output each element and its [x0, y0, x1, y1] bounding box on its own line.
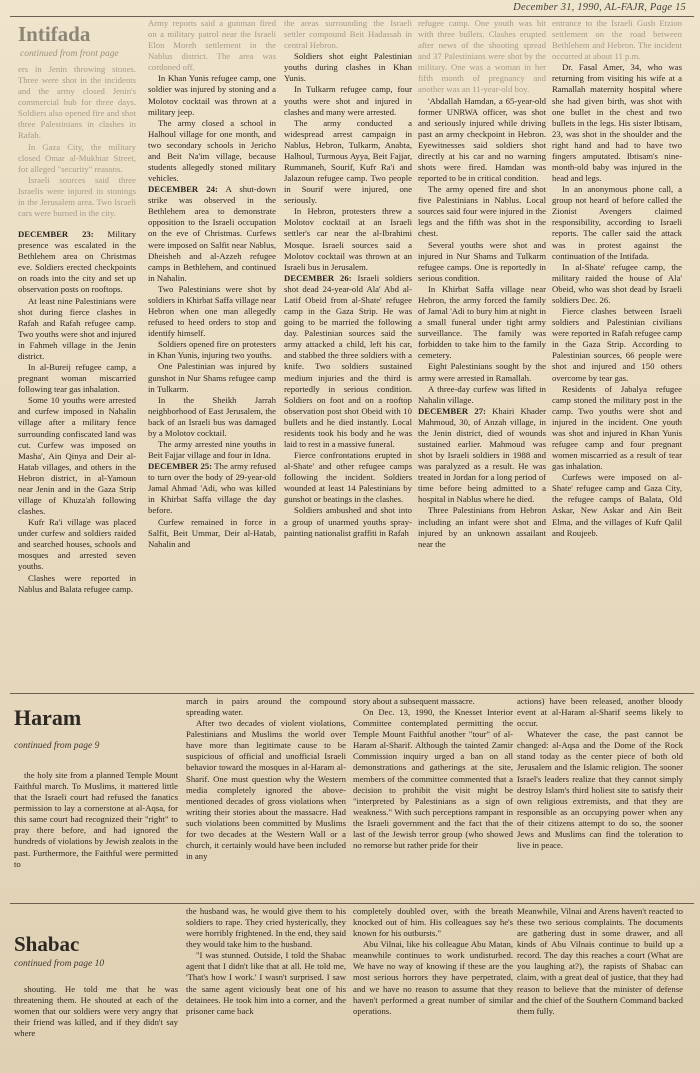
paragraph [148, 18, 276, 73]
paragraph-text: the holy site from a planned Temple Mount Faithful march. To Muslims, it mattered little that the Israeli court had refused the fanatics permission to lay a cornerstone at al-Aqsa, for this same court had recognized their "right" to pray there before, and had ignored the hundreds of violations by Jewish zealots in the past. Furthermore, the Faithful were permitted to [14, 770, 178, 869]
date-label: DECEMBER 24: [148, 184, 218, 195]
dateline: December 31, 1990, AL-FAJR, Page 15 [513, 2, 686, 13]
haram-column-1 [14, 770, 178, 896]
paragraph [284, 84, 412, 117]
paragraph [284, 505, 412, 538]
paragraph-text: In Tulkarm refugee camp, four youths were shot and injured in clashes and many were arrested. [284, 84, 412, 117]
paragraph-text: Soldiers ambushed and shot into a group of unarmed youths spray-painting nationalist graffiti in Rafah [284, 505, 412, 538]
paragraph [14, 770, 178, 870]
paragraph-text: the areas surrounding the Israeli settler compound Beit Hadassah in central Hebron. [284, 18, 412, 51]
paragraph-text: In Khirbat Saffa village near Hebron, the army forced the family of Jamal 'Adi to bury him at night in a small funeral under tight army surveillance. The family was forbidden to take him to the family cemetery. [418, 283, 546, 361]
paragraph-text: Army reports said a gunman fired on a military patrol near the Israeli Elon Moreh settlement in the Nablus district. The area was cordoned off. [148, 18, 276, 73]
paragraph-text: The army closed a school in Halhoul village for one month, and two secondary schools in Jericho and Beit Na'im village, because students allegedly stoned military vehicles. [148, 117, 276, 184]
paragraph [418, 384, 546, 406]
paragraph [284, 51, 412, 84]
paragraph [284, 450, 412, 505]
paragraph [418, 505, 546, 549]
paragraph [517, 729, 683, 851]
paragraph-text: One Palestinian was injured by gunshot in Nur Shams refugee camp in Tulkarm. [148, 361, 276, 394]
paragraph [148, 118, 276, 184]
paragraph-text: The army conducted a widespread arrest campaign in Nablus, Hebron, Tulkarm, Anabta, Halhoul, Turmous Ayya, Beit Fajjar, Rummaneh, Sourif, Kufr Ra'i and Jalazoun refugee camp. Two people in Sourif were injured, one seriously. [284, 117, 412, 206]
paragraph [14, 984, 178, 1039]
paragraph-text: Abu Vilnai, like his colleague Abu Matan, meanwhile continues to work undisturbed. We have no way of knowing if these are the most serious horrors they have perpetrated, and we have no reason to assume that they haven't performed a great number of similar operations. [353, 939, 513, 1016]
paragraph-text: "I was stunned. Outside, I told the Shabac agent that I didn't like that at all. He told me, 'That's how I work.' I wasn't surprised. I saw the same agent viciously beat one of his detainees. He took him into a corner, and the prisoner came back [186, 950, 346, 1016]
paragraph-text: On Dec. 13, 1990, the Knesset Interior Committee contemplated permitting the Temple Mount Faithful another "tour" of al-Haram al-Sharif. Although the tainted Zamir Commission inquiry urged a ban on all demonstrations and gatherings at the site, members of the committee commented that a decision to prohibit the visit might be "interpreted by Palestinians as a sign of weakness." With such perceptions rampant in the Israeli government and the fact that the last of the Jewish terror group (who showed no remorse but rather pride for their [353, 707, 513, 851]
paragraph [186, 906, 346, 950]
paragraph-text: Clashes were reported in Nablus and Balata refugee camp. [18, 572, 136, 594]
intifada-column-5 [552, 18, 682, 686]
paragraph [186, 950, 346, 1016]
paragraph [18, 517, 136, 572]
paragraph [353, 939, 513, 1017]
date-label: DECEMBER 27: [418, 405, 486, 416]
paragraph-text: Soldiers opened fire on protesters in Khan Yunis, injuring two youths. [148, 339, 276, 361]
paragraph [418, 18, 546, 96]
top-rule [10, 16, 694, 17]
paragraph-text: entrance to the Israeli Gush Etzion settlement on the road between Bethlehem and Hebron. The incident occurred at about 11 p.m. [552, 18, 682, 62]
paragraph [552, 306, 682, 384]
shabac-column-1 [14, 984, 178, 1044]
paragraph-text: Military presence was escalated in the Bethlehem area on Christmas eve. Soldiers erected checkpoints on roads into the city and set up observation posts on rooftops. [18, 229, 136, 295]
paragraph [517, 696, 683, 729]
paragraph-text: Fierce clashes between Israeli soldiers and Palestinian civilians were reported in Rafah refugee camp in the Gaza Strip. According to Palestinian sources, 66 people were shot and injured and 150 others overcome by tear gas. [552, 306, 682, 383]
paragraph-text: Soldiers shot eight Palestinian youths during clashes in Khan Yunis. [284, 51, 412, 84]
paragraph-text: completely doubled over, with the breath knocked out of him. His colleagues say he's known for his outbursts." [353, 906, 513, 939]
paragraph [284, 206, 412, 272]
haram-continued: continued from page 9 [14, 741, 100, 751]
paragraph-text: In al-Shate' refugee camp, the military raided the house of Ala' Obeid, who was shot dead by Israeli soldiers Dec. 26. [552, 261, 682, 305]
paragraph [418, 96, 546, 185]
paragraph [148, 517, 276, 550]
paragraph [148, 73, 276, 117]
paragraph [148, 439, 276, 461]
paragraph [418, 184, 546, 239]
paragraph [186, 696, 346, 718]
paragraph: ers in Jenin throwing stones. Three were shot in the incidents and the army closed Jenin's commercial hub for three days. Soldiers also opened fire and shot three Palestinians in clashes in Rafah. [18, 64, 136, 141]
paragraph [18, 362, 136, 395]
intifada-continued: continued from front page [20, 49, 119, 59]
paragraph-text: Curfew remained in force in Salfit, Beit Ummar, Deir al-Hatab, Nahalin and [148, 516, 276, 549]
paragraph [148, 284, 276, 339]
paragraph-text: march in pairs around the compound spreading water. [186, 696, 346, 718]
paragraph-text: At least nine Palestinians were shot during fierce clashes in Rafah and Rafah refugee camp. Two youths were shot and injured in Fahmeh village in the Jenin district. [18, 295, 136, 361]
paragraph-text: Three Palestinians from Hebron including an infant were shot and injured by an unknown assailant near the [418, 505, 546, 549]
paragraph-text: The army refused to turn over the body of 29-year-old Jamal Ahmad 'Adi, who was killed in Khirbat Saffa village the day before. [148, 461, 276, 516]
paragraph [284, 18, 412, 51]
haram-rule [10, 693, 694, 694]
shabac-headline: Shabac [14, 932, 80, 956]
paragraph-text: Kufr Ra'i village was placed under curfew and soldiers raided and searched houses, schools and mosques and arrested seven youths. [18, 517, 136, 572]
paragraph [552, 184, 682, 262]
paragraph-text: Curfews were imposed on al-Shate' refugee camp and Gaza City, the refugee camps of Balata, Old Askar, New Askar and Ain Beit Elma, and the villages of Kufr Qalil and Roujeeb. [552, 472, 682, 538]
paragraph-text: In the Sheikh Jarrah neighborhood of East Jerusalem, the back of an Israeli bus was damaged by a Molotov cocktail. [148, 394, 276, 438]
paragraph-text: Meanwhile, Vilnai and Arens haven't reacted to these two serious complaints. The documents are gathering dust in some drawer, and all kinds of Abu Vilnais continue to build up a record. The day this reaches a court (What are you laughing at?), the rapists of Shabac can claim, with a great deal of justice, that they had reason to believe that the minister of defense and the chief of the Southern Command backed them fully. [517, 906, 683, 1016]
paragraph [18, 229, 136, 295]
paragraph [418, 406, 546, 506]
paragraph [418, 361, 546, 383]
paragraph-text: In al-Bureij refugee camp, a pregnant woman miscarried following tear gas inhalation. [18, 362, 136, 395]
shabac-column-3 [353, 906, 513, 1046]
paragraph [18, 296, 136, 362]
paragraph-text: refugee camp. One youth was hit with three bullets. Clashes erupted after news of the shooting spread and 37 Palestinians were shot by the military. One was a woman in her fifth month of pregnancy and another was an 11-year-old boy. [418, 18, 546, 95]
paragraph-text: the husband was, he would give them to his soldiers to rape. They cried hysterically, they were horribly frightened. In the end, they said they would take him to the husband. [186, 906, 346, 950]
shabac-continued: continued from page 10 [14, 959, 105, 969]
paragraph [552, 262, 682, 306]
paragraph-text: Eight Palestinians sought by the army were arrested in Ramallah. [418, 361, 546, 383]
shabac-rule [10, 903, 694, 904]
paragraph-text: After two decades of violent violations, Palestinians and Muslims the world over have more than legitimate cause to be suspicious of official and unofficial Israeli behavior toward the mosques in al-Haram al-Sharif. One must question why the Western media completely ignored the above-mentioned decades of gross violations when writing their stories about the massacre. Had such violations been committed by Muslims for two decades at the Western Wall or a church, it certainly would have been included in any [186, 718, 346, 862]
paragraph [284, 118, 412, 207]
paragraph [353, 707, 513, 851]
paragraph [186, 718, 346, 862]
paragraph [284, 273, 412, 450]
haram-column-2 [186, 696, 346, 896]
paragraph: In Gaza City, the military closed Omar al-Mukhtar Street, for alleged "security" reasons. [18, 141, 136, 174]
haram-headline: Haram [14, 705, 82, 730]
paragraph-text: The army opened fire and shot five Palestinians in Nablus. Local sources said four were injured in the legs and the fifth was shot in the chest. [418, 184, 546, 239]
paragraph-text: Some 10 youths were arrested and curfew imposed in Nahalin village after a military fence surrounding confiscated land was cut. Curfew was imposed on Masha', Ain Qinya and Deir al-Hatab villages, and others in the Hebron district, in al-Yamoun near Jenin and in the Gaza Strip village of Khuza'ah following clashes. [18, 395, 136, 517]
paragraph-text: actions) have been released, another bloody event at al-Haram al-Sharif seems likely to occur. [517, 696, 683, 729]
intifada-column-1 [18, 64, 136, 686]
paragraph-text: Israeli soldiers shot dead 24-year-old Ala' Abd al-Latif Obeid from al-Shate' refugee camp in the Gaza Strip. He was going to be married the following day. Palestinian sources said the army attacked a child, left his car, and stabbed the three soldiers with a knife. Two soldiers sustained medium injuries and the third is reportedly in serious condition. Soldiers on foot and on a rooftop observation post shot Obeid with 10 bullets and he died instantly. Local residents took his body and he was laid to rest in a massive funeral. [284, 272, 412, 449]
paragraph-text: In an anonymous phone call, a group not heard of before called the Zionist Avengers claimed responsibility, according to Israeli reports. The caller said the attack was in protest against the continuation of the Intifada. [552, 184, 682, 261]
paragraph-text: story about a subsequent massacre. [353, 696, 475, 706]
paragraph-text: In Hebron, protesters threw a Molotov cocktail at an Israeli settler's car near the al-Ibrahimi Mosque. Israeli sources said a Molotov cocktail was thrown at an Israeli bus in Jerusalem. [284, 206, 412, 272]
paragraph [353, 906, 513, 939]
paragraph-text: Several youths were shot and injured in Nur Shams and Tulkarm refugee camps. One is reportedly in serious condition. [418, 239, 546, 283]
intifada-column-3 [284, 18, 412, 686]
paragraph [18, 573, 136, 595]
paragraph-text: In Khan Yunis refugee camp, one soldier was injured by stoning and a Molotov cocktail was thrown at a military jeep. [148, 73, 276, 117]
paragraph [517, 906, 683, 1017]
paragraph [418, 240, 546, 284]
paragraph [148, 395, 276, 439]
shabac-column-4 [517, 906, 683, 1046]
paragraph [353, 696, 513, 707]
paragraph [148, 339, 276, 361]
paragraph: Israeli sources said three Israelis were injured in stonings in the Jerusalem area. Two Israeli cars were burned in the city. [18, 174, 136, 219]
intifada-headline: Intifada [18, 22, 91, 46]
paragraph [148, 461, 276, 516]
date-label: DECEMBER 23: [18, 229, 94, 240]
paragraph [552, 384, 682, 473]
paragraph-text: Whatever the case, the past cannot be changed: al-Aqsa and the Dome of the Rock stand today as the center piece of both old Jerusalem and the Islamic religion. The sooner Israel's leaders realize that they cannot simply destroy Islam's third holiest site to satisfy their own religious extremists, and that they are responsible as an occupying power when any of their citizens attempt to do so, the sooner Jews and Muslims can find the toleration to live in peace. [517, 729, 683, 851]
paragraph [148, 361, 276, 394]
paragraph-text: Fierce confrontations erupted in al-Shate' and other refugee camps following the incident. Soldiers wounded at least 14 Palestinians by gunshot or beatings in the clashes. [284, 450, 412, 505]
paragraph [418, 284, 546, 362]
paragraph-text: A shut-down strike was observed in the Bethlehem area to demonstrate opposition to the Israeli occupation on the eve of Christmas. Curfews were imposed on Salfit near Nablus, Dheisheh and al-Azzeh refugee camps in Bethlehem, and continued in Nahalin. [148, 184, 276, 283]
paragraph-text: Residents of Jabalya refugee camp stoned the military post in the camp. Two youths were shot and injured in the incident. One youth was shot and injured in Khan Yunis refugee camp and four pregnant women miscarried as a result of tear gas inhalation. [552, 383, 682, 472]
intifada-column-2 [148, 18, 276, 686]
paragraph-text: A three-day curfew was lifted in Nahalin village. [418, 383, 546, 405]
date-label: DECEMBER 26: [284, 272, 352, 283]
shabac-column-2 [186, 906, 346, 1046]
haram-column-3 [353, 696, 513, 896]
haram-column-4 [517, 696, 683, 896]
intifada-column-4 [418, 18, 546, 686]
paragraph [552, 472, 682, 538]
paragraph-text: 'Abdallah Hamdan, a 65-year-old former UNRWA officer, was shot and seriously injured while driving past an army checkpoint in Hebron. Eyewitnesses said soldiers shot directly at his car and no warning shots were fired. Hamdan was reported to be in critical condition. [418, 95, 546, 184]
paragraph-text: Two Palestinians were shot by soldiers in Khirbat Saffa village near Hebron when one man allegedly refused to heed orders to stop and identify himself. [148, 283, 276, 339]
paragraph-text: shouting. He told me that he was threatening them. He shouted at each of the women that our soldiers were very angry that their friend was killed, and if they didn't say where [14, 984, 178, 1039]
paragraph [148, 184, 276, 284]
date-label: DECEMBER 25: [148, 461, 213, 472]
paragraph-text: The army arrested nine youths in Beit Fajjar village and four in Idna. [148, 438, 276, 461]
paragraph-text: Dr. Fasal Amer, 34, who was returning from visiting his wife at a Ramallah maternity hospital where she had given birth, was shot with one bullet in the chest and two bullets in the legs. His sister Ibtisam, 23, was shot in the shoulder and the right hand and had to have two fingers amputated. Ibtisam's nine-month-old baby was injured in the head and legs. [552, 62, 682, 184]
paragraph [552, 18, 682, 62]
paragraph-text: Khairi Khader Mahmoud, 30, of Anzah village, in the Jenin district, died of wounds sustained earlier. Mahmoud was shot by Israeli soldiers in 1988 and was paralyzed as a result. He was treated in Jordan for a long period of time before being admitted to a hospital in Nablus where he died. [418, 405, 546, 505]
paragraph [552, 62, 682, 184]
paragraph [18, 395, 136, 517]
